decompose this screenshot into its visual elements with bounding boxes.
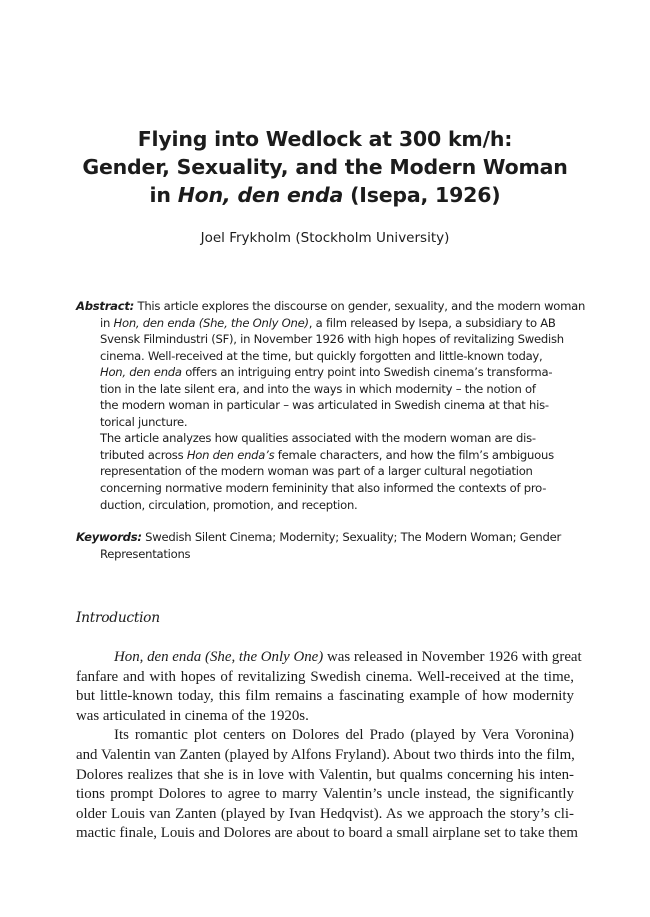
title-text: (Isepa, 1926) [343, 183, 501, 207]
section-heading: Introduction [76, 610, 160, 626]
title-line: Gender, Sexuality, and the Modern Woman [82, 155, 568, 179]
abstract-line: Svensk Filmindustri (SF), in November 1926 with high hopes of revitalizing Swedish [100, 332, 564, 347]
film-title: Hon, den enda [177, 183, 344, 207]
body-line: older Louis van Zanten (played by Ivan Hedqvist). As we approach the story’s cli- [76, 805, 574, 822]
title-text: in [149, 183, 178, 207]
abstract-text: female characters, and how the film’s ambiguous [274, 447, 554, 462]
body-text [76, 648, 582, 844]
film-title: Hon, den enda [100, 365, 182, 380]
abstract-text: This article explores the discourse on gender, sexuality, and the modern woman [134, 299, 586, 313]
keywords-line [76, 529, 576, 546]
body-line: Its romantic plot centers on Dolores del Prado (played by Vera Voronina) [114, 727, 574, 744]
body-line: tions prompt Dolores to agree to marry Valentin’s uncle instead, the significantly [76, 786, 574, 803]
abstract-line: concerning normative modern femininity that also informed the contexts of pro- [100, 481, 547, 496]
abstract-line [76, 447, 576, 464]
author-line: Joel Frykholm (Stockholm University) [200, 230, 450, 246]
body-text-span: was released in November 1926 with great [323, 649, 582, 665]
abstract [76, 298, 586, 513]
film-title: Hon den enda’s [186, 447, 275, 462]
abstract-text: in [100, 315, 114, 330]
abstract-label: Abstract: [76, 299, 135, 313]
film-title: Hon, den enda (She, the Only One) [113, 315, 309, 330]
keywords-label: Keywords: [76, 530, 142, 544]
keywords-text: Swedish Silent Cinema; Modernity; Sexuality; The Modern Woman; Gender [141, 530, 561, 544]
abstract-line: torical juncture. [100, 414, 188, 429]
abstract-line [76, 298, 586, 315]
abstract-line: tion in the late silent era, and into the ways in which modernity – the notion of [100, 381, 536, 396]
body-line: Dolores realizes that she is in love with Valentin, but qualms concerning his inten- [76, 766, 574, 783]
abstract-line: cinema. Well-received at the time, but quickly forgotten and little-known today, [100, 348, 543, 363]
abstract-line: the modern woman in particular – was articulated in Swedish cinema at that his- [100, 398, 549, 413]
film-title: Hon, den enda (She, the Only One) [114, 649, 324, 665]
abstract-line: duction, circulation, promotion, and reception. [100, 497, 358, 512]
body-line: mactic finale, Louis and Dolores are about to board a small airplane set to take them [76, 825, 578, 842]
abstract-text: tributed across [100, 447, 187, 462]
abstract-line [76, 364, 576, 381]
keywords [76, 529, 576, 562]
body-line: and Valentin van Zanten (played by Alfons Fryland). About two thirds into the film, [76, 746, 575, 763]
body-line: but little-known today, this film remains a fascinating example of how modernity [76, 688, 574, 705]
title-line [60, 181, 590, 209]
keywords-line: Representations [100, 546, 191, 561]
abstract-line [76, 315, 576, 332]
abstract-text: , a film released by Isepa, a subsidiary to AB [308, 315, 556, 330]
abstract-line: representation of the modern woman was part of a larger cultural negotiation [100, 464, 533, 479]
body-line [76, 648, 582, 668]
title-line: Flying into Wedlock at 300 km/h: [137, 127, 513, 151]
body-line: fanfare and with hopes of revitalizing Swedish cinema. Well-received at the time, [76, 668, 574, 685]
body-line: was articulated in cinema of the 1920s. [76, 707, 309, 724]
abstract-line: The article analyzes how qualities associated with the modern woman are dis- [100, 431, 536, 446]
article-title [60, 125, 590, 209]
abstract-text: offers an intriguing entry point into Swedish cinema’s transforma- [181, 365, 553, 380]
